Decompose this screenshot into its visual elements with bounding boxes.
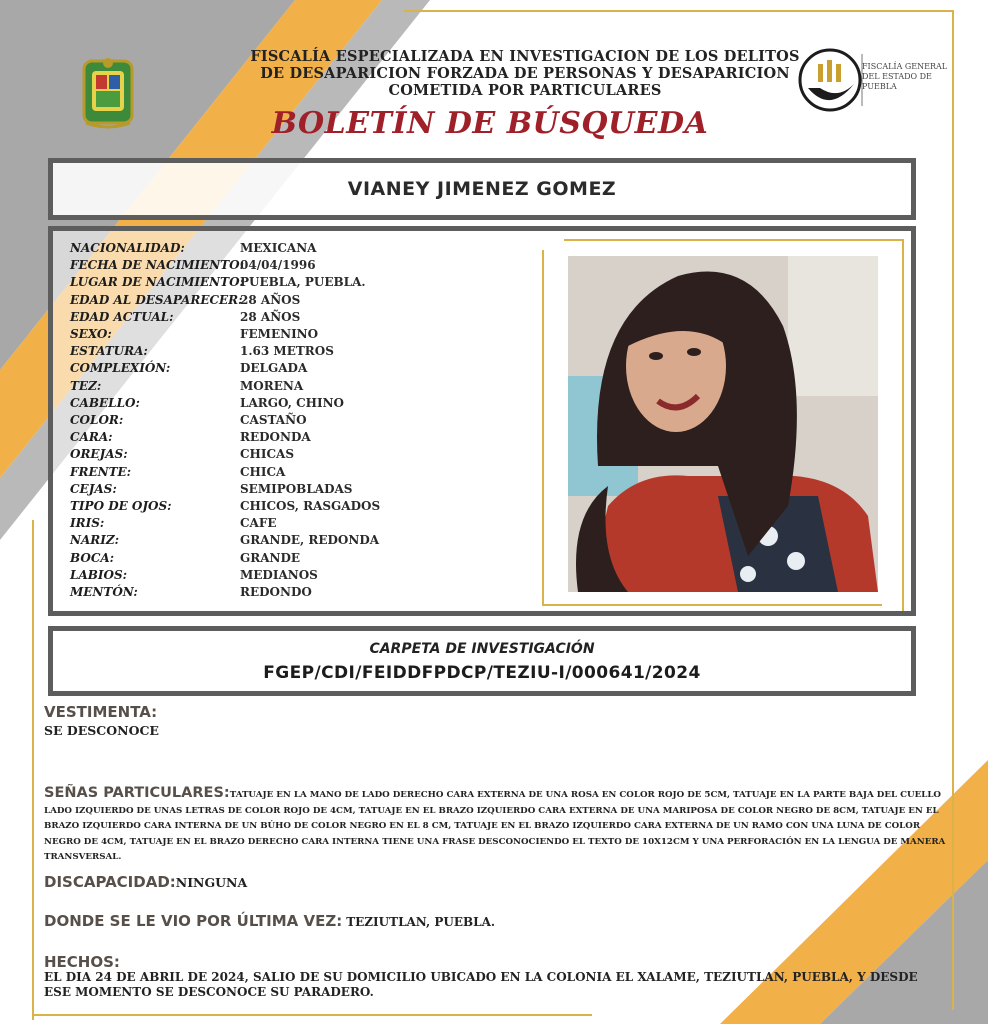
detail-row [70, 532, 530, 549]
person-photo-illustration [568, 256, 878, 592]
bulletin-title: BOLETÍN DE BÚSQUEDA [271, 106, 709, 141]
detail-row [70, 584, 530, 601]
discapacidad-section [44, 872, 247, 891]
detail-label: IRIS: [70, 516, 105, 531]
detail-value: CASTAÑO [240, 413, 307, 428]
detail-label: CARA: [70, 430, 113, 445]
detail-label: FRENTE: [70, 464, 132, 479]
detail-row [70, 464, 530, 481]
carpeta-label: CARPETA DE INVESTIGACIÓN [369, 641, 595, 657]
detail-row [70, 309, 530, 326]
detail-label: COLOR: [70, 413, 124, 428]
last-seen-value: TEZIUTLAN, PUEBLA. [346, 915, 496, 929]
detail-label: LABIOS: [70, 567, 128, 582]
detail-value: MEDIANOS [240, 567, 318, 582]
detail-row [70, 292, 530, 309]
detail-value: 28 AÑOS [240, 292, 301, 307]
detail-label: CABELLO: [70, 395, 140, 410]
detail-row [70, 257, 530, 274]
detail-label: NACIONALIDAD: [70, 241, 185, 255]
detail-row [70, 240, 530, 257]
person-name: VIANEY JIMENEZ GOMEZ [347, 178, 617, 200]
detail-row [70, 498, 530, 515]
gold-frame-outer [404, 10, 954, 12]
detail-label: NARIZ: [70, 533, 120, 548]
last-seen-section [44, 911, 495, 930]
fiscalia-logo-text: FISCALÍA GENERAL DEL ESTADO DE PUEBLA [862, 62, 948, 91]
detail-label: OREJAS: [70, 447, 128, 462]
hechos-label: HECHOS: [44, 953, 120, 971]
detail-row [70, 429, 530, 446]
hechos-section [44, 954, 948, 1000]
photo-frame-right [902, 239, 904, 611]
detail-label: MENTÓN: [70, 585, 138, 600]
detail-row [70, 274, 530, 291]
vestimenta-label: VESTIMENTA: [44, 703, 158, 721]
puebla-state-seal-icon [80, 55, 136, 131]
org-line-2: DE DESAPARICION FORZADA DE PERSONAS Y DESAPARICION [260, 65, 790, 82]
name-box [48, 158, 916, 220]
detail-label: EDAD AL DESAPARECER: [70, 292, 243, 307]
detail-value: SEMIPOBLADAS [240, 481, 353, 496]
detail-value: PUEBLA, PUEBLA. [240, 275, 366, 290]
detail-value: MEXICANA [240, 241, 317, 255]
detail-label: FECHA DE NACIMIENTO: [70, 258, 245, 273]
detail-label: LUGAR DE NACIMIENTO: [70, 275, 244, 290]
detail-value: FEMENINO [240, 327, 319, 342]
detail-value: LARGO, CHINO [240, 395, 344, 410]
hechos-value: EL DIA 24 DE ABRIL DE 2024, SALIO DE SU DOMICILIO UBICADO EN LA COLONIA EL XALAME, TEZIUTLAN, PUEBLA, Y DESDE ESE MOMENTO SE DESCONOCE SU PARADERO. [44, 970, 918, 999]
carpeta-number: FGEP/CDI/FEIDDFPDCP/TEZIU-I/000641/2024 [263, 663, 701, 683]
detail-row [70, 446, 530, 463]
photo-frame-top [564, 239, 904, 241]
detail-row [70, 326, 530, 343]
carpeta-box [48, 626, 916, 696]
organization-title [240, 48, 810, 99]
detail-label: COMPLEXIÓN: [70, 361, 171, 376]
photo-frame-bottom [542, 604, 882, 606]
last-seen-label: DONDE SE LE VIO POR ÚLTIMA VEZ: [44, 912, 343, 930]
detail-value: CHICOS, RASGADOS [240, 499, 381, 514]
detail-label: SEXO: [70, 327, 112, 342]
photo-frame-left [542, 250, 544, 605]
discapacidad-label: DISCAPACIDAD: [44, 873, 176, 891]
detail-label: BOCA: [70, 550, 115, 565]
gold-frame-left [32, 520, 34, 1020]
detail-value: DELGADA [240, 361, 308, 376]
detail-value: CHICAS [240, 447, 295, 462]
detail-value: GRANDE, REDONDA [240, 533, 380, 548]
org-line-1: FISCALÍA ESPECIALIZADA EN INVESTIGACION DE LOS DELITOS [250, 48, 800, 65]
discapacidad-value: NINGUNA [175, 875, 248, 890]
detail-label: EDAD ACTUAL: [70, 309, 174, 324]
detail-value: CHICA [240, 464, 286, 479]
detail-label: TIPO DE OJOS: [70, 499, 172, 514]
detail-row [70, 395, 530, 412]
detail-value: 28 AÑOS [240, 309, 301, 324]
detail-row [70, 567, 530, 584]
detail-label: TEZ: [70, 378, 102, 393]
detail-row [70, 343, 530, 360]
person-photo [568, 256, 878, 592]
senas-section [44, 786, 954, 864]
detail-row [70, 550, 530, 567]
detail-row [70, 481, 530, 498]
detail-value: 04/04/1996 [240, 258, 316, 273]
detail-value: 1.63 METROS [240, 344, 334, 359]
detail-label: ESTATURA: [70, 344, 148, 359]
details-list [70, 240, 530, 601]
senas-label: SEÑAS PARTICULARES: [44, 785, 230, 801]
detail-row [70, 412, 530, 429]
vestimenta-value: SE DESCONOCE [44, 723, 159, 738]
detail-value: GRANDE [240, 550, 301, 565]
org-line-3: COMETIDA POR PARTICULARES [388, 82, 662, 99]
detail-row [70, 360, 530, 377]
detail-value: REDONDA [240, 430, 311, 445]
vestimenta-section [44, 703, 159, 738]
detail-value: REDONDO [240, 585, 312, 600]
detail-row [70, 378, 530, 395]
detail-label: CEJAS: [70, 481, 117, 496]
detail-value: CAFE [240, 516, 277, 531]
gold-frame-bottom [32, 1014, 592, 1016]
detail-value: MORENA [240, 378, 304, 393]
detail-row [70, 515, 530, 532]
senas-value: TATUAJE EN LA MANO DE LADO DERECHO CARA EXTERNA DE UNA ROSA EN COLOR ROJO DE 5CM, TATUAJE EN LA PARTE BAJA DEL CUELLO LADO IZQUIERDO DE UNAS LETRAS DE COLOR ROJO DE 4CM, TATUAJE EN EL BRAZO IZQUIERDO CARA EXTERNA DE UNA MARIPOSA DE COLOR NEGRO DE 8CM, TATUAJE EN EL BRAZO IZQUIERDO CARA INTERNA DE UN BÚHO DE COLOR NEGRO EN EL 8 CM, TATUAJE EN EL BRAZO IZQUIERDO CARA EXTERNA DE UN RAMO CON UNA LUNA DE COLOR NEGRO DE 4CM, TATUAJE EN EL BRAZO DERECHO CARA INTERNA TIENE UNA FRASE DESCONOCIENDO EL TEXTO DE 10X12CM Y UNA PERFORACIÓN EN LA LENGUA DE MANERA TRANSVERSAL. [44, 790, 946, 863]
